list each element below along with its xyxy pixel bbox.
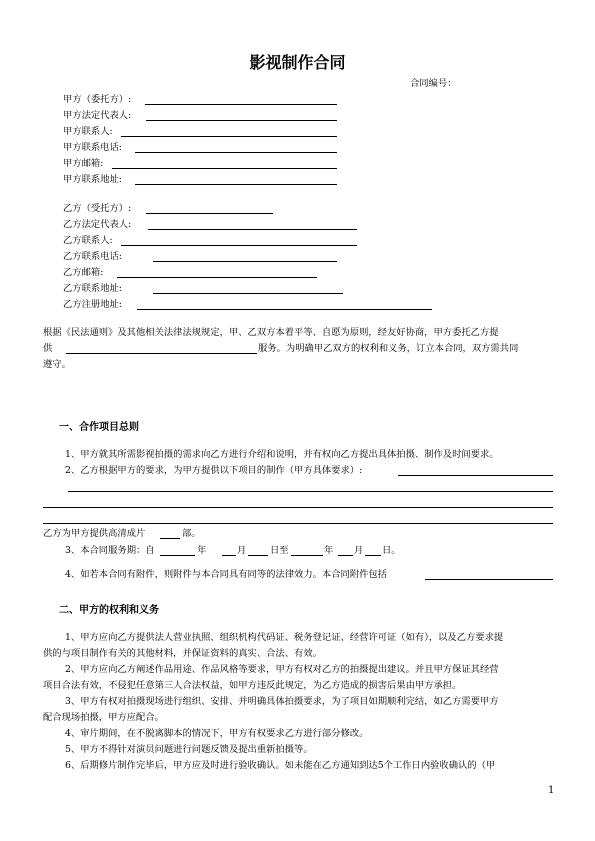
party-a-email-label: 甲方邮箱:	[63, 158, 104, 169]
requirements-line-4[interactable]	[43, 523, 553, 524]
party-a-legal-rep-label: 甲方法定代表人:	[63, 110, 132, 121]
preamble-line-1: 根据《民法通则》及其他相关法律法规规定，甲、乙双方本着平等、自愿为原则，经友好协商，甲方委托乙方提	[43, 327, 499, 338]
section-2-line-6: 配合现场拍摄，甲方应配合。	[43, 712, 164, 723]
party-a-phone-label: 甲方联系电话:	[63, 142, 122, 153]
requirements-line-3[interactable]	[43, 507, 553, 508]
party-b-contractor-label: 乙方（受托方）:	[63, 203, 132, 214]
section-2-line-5: 3、甲方有权对拍摄现场进行组织、安排、并明确具体拍摄要求，为了项目如期顺利完结，如乙方需要甲方	[65, 696, 499, 707]
section-2-line-3: 2、甲方应向乙方阐述作品用途、作品风格等要求，甲方有权对乙方的拍摄提出建议。并且甲方保证其经营	[65, 664, 499, 675]
party-b-phone-line[interactable]	[153, 261, 337, 262]
page-number: 1	[548, 785, 555, 796]
section-1-deliverables-unit: 部。	[182, 528, 201, 539]
party-b-email-line[interactable]	[117, 277, 317, 278]
party-a-principal-label: 甲方（委托方）:	[63, 94, 132, 105]
attachments-line[interactable]	[425, 579, 553, 580]
section-2-line-8: 5、甲方不得针对演员问题进行问题反馈及提出重新拍摄等。	[65, 744, 313, 755]
party-a-email-line[interactable]	[112, 168, 337, 169]
party-a-contact-line[interactable]	[121, 136, 337, 137]
section-1-deliverables-label: 乙方为甲方提供高清成片	[43, 528, 146, 539]
section-1-clause-1: 1、甲方就其所需影视拍摄的需求向乙方进行介绍和说明，并有权向乙方提出具体拍摄、制作及时间要求。	[65, 449, 499, 460]
service-name-line[interactable]	[66, 353, 257, 354]
section-1-clause-2: 2、乙方根据甲方的要求，为甲方提供以下项目的制作（甲方具体要求）:	[65, 465, 363, 476]
party-a-contact-label: 甲方联系人:	[63, 126, 113, 137]
end-day-line[interactable]	[365, 555, 381, 556]
preamble-line-2a: 供	[43, 343, 53, 354]
party-a-address-line[interactable]	[135, 184, 337, 185]
service-period-label: 3、本合同服务期：自	[65, 545, 155, 556]
party-b-legal-rep-label: 乙方法定代表人:	[63, 219, 132, 230]
requirements-line-2[interactable]	[68, 491, 553, 492]
preamble-line-3: 遵守。	[43, 359, 71, 370]
start-month-unit: 月	[237, 545, 247, 556]
party-b-registered-address-line[interactable]	[137, 309, 432, 310]
party-a-legal-rep-line[interactable]	[146, 120, 337, 121]
party-b-registered-address-label: 乙方注册地址:	[63, 299, 122, 310]
requirements-line-1[interactable]	[398, 475, 553, 476]
start-day-unit: 日至	[270, 545, 289, 556]
deliverables-count-line[interactable]	[160, 538, 180, 539]
party-b-contact-label: 乙方联系人:	[63, 235, 113, 246]
section-2-line-4: 项目合法有效，不侵犯任意第三人合法权益，如甲方违反此规定，为乙方造成的损害后果由甲方承担。	[43, 680, 462, 691]
party-a-principal-line[interactable]	[145, 104, 337, 105]
section-2-line-7: 4、审片期间，在不脱离脚本的情况下，甲方有权要求乙方进行部分修改。	[65, 728, 369, 739]
section-2-line-1: 1、甲方应向乙方提供法人营业执照、组织机构代码证、税务登记证、经营许可证（如有），以及乙方要求提	[65, 632, 504, 643]
end-month-line[interactable]	[338, 555, 353, 556]
section-2-line-2: 供的与项目制作有关的其他材料，并保证资料的真实、合法、有效。	[43, 648, 322, 659]
preamble-line-2b: 服务。为明确甲乙双方的权利和义务，订立本合同，双方需共同	[258, 343, 519, 354]
party-a-phone-line[interactable]	[135, 152, 337, 153]
party-b-phone-label: 乙方联系电话:	[63, 251, 122, 262]
end-day-unit: 日。	[382, 545, 401, 556]
party-b-address-label: 乙方联系地址:	[63, 283, 122, 294]
end-month-unit: 月	[354, 545, 364, 556]
start-year-line[interactable]	[160, 555, 195, 556]
party-a-address-label: 甲方联系地址:	[63, 174, 122, 185]
document-title: 影视制作合同	[249, 53, 346, 72]
start-year-unit: 年	[197, 545, 207, 556]
party-b-contractor-line[interactable]	[146, 213, 273, 214]
end-year-line[interactable]	[291, 555, 323, 556]
party-b-legal-rep-line[interactable]	[148, 229, 357, 230]
section-1-heading: 一、合作项目总则	[59, 422, 139, 433]
party-b-email-label: 乙方邮箱:	[63, 267, 104, 278]
party-b-contact-line[interactable]	[121, 245, 357, 246]
end-year-unit: 年	[324, 545, 334, 556]
section-1-clause-4: 4、如若本合同有附件，则附件与本合同具有同等的法律效力。本合同附件包括	[65, 569, 388, 580]
party-b-address-line[interactable]	[153, 293, 343, 294]
section-2-heading: 二、甲方的权利和义务	[59, 605, 159, 616]
section-2-line-9: 6、后期修片制作完毕后，甲方应及时进行验收确认。如未能在乙方通知到达5个工作日内验收确认的（甲	[65, 760, 496, 771]
start-month-line[interactable]	[222, 555, 236, 556]
start-day-line[interactable]	[248, 555, 268, 556]
contract-number-label: 合同编号：	[410, 78, 457, 89]
